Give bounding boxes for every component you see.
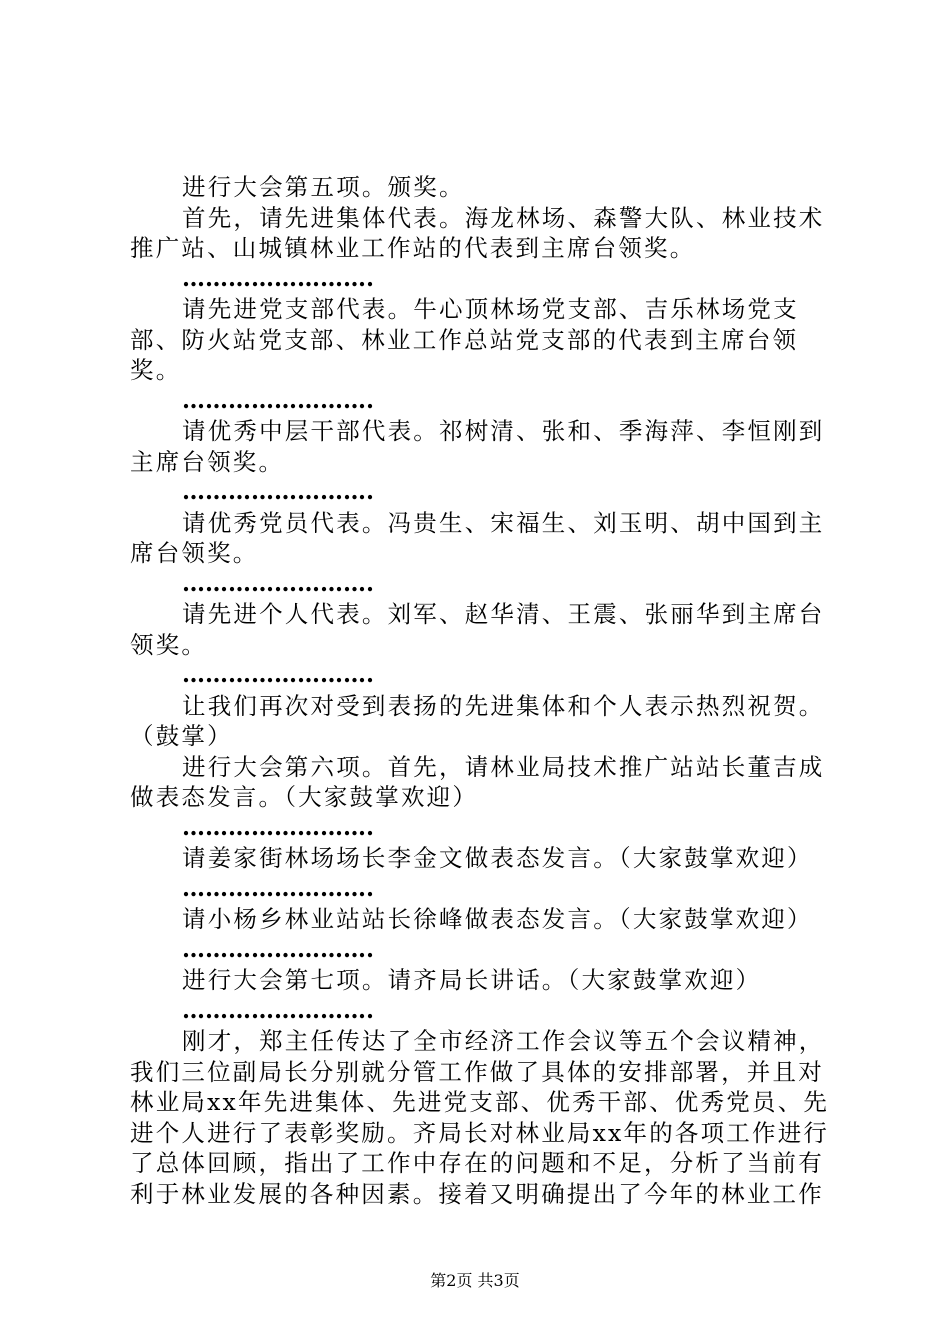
paragraph: 请先进个人代表。刘军、赵华清、王震、张丽华到主席台领奖。: [130, 600, 825, 659]
ellipsis-line: …………………….: [182, 569, 375, 597]
ellipsis-line: …………………….: [182, 874, 375, 902]
paragraph: 首先，请先进集体代表。海龙林场、森警大队、林业技术推广站、山城镇林业工作站的代表到主席台领奖。: [130, 203, 825, 262]
paragraph: 让我们再次对受到表扬的先进集体和个人表示热烈祝贺。（鼓掌）: [130, 691, 825, 750]
paragraph: 请优秀中层干部代表。祁树清、张和、季海萍、李恒刚到主席台领奖。: [130, 417, 825, 476]
paragraph: 进行大会第六项。首先，请林业局技术推广站站长董吉成做表态发言。（大家鼓掌欢迎）: [130, 752, 825, 811]
paragraph: 请优秀党员代表。冯贵生、宋福生、刘玉明、胡中国到主席台领奖。: [130, 508, 825, 567]
ellipsis-line: …………………….: [182, 813, 375, 841]
page-footer: 第2页 共3页: [430, 1271, 520, 1290]
paragraph: 进行大会第五项。颁奖。: [182, 173, 465, 201]
document-body: [130, 172, 830, 1209]
ellipsis-line: …………………….: [182, 996, 375, 1024]
ellipsis-line: …………………….: [182, 661, 375, 688]
ellipsis-line: …………………….: [182, 935, 375, 963]
paragraph: 进行大会第七项。请齐局长讲话。（大家鼓掌欢迎）: [182, 966, 762, 994]
paragraph: 刚才，郑主任传达了全市经济工作会议等五个会议精神，我们三位副局长分别就分管工作做了具体的安排部署，并且对林业局xx年先进集体、先进党支部、优秀干部、优秀党员、先进个人进行了表彰奖励。齐局长对林业局xx年的各项工作进行了总体回顾，指出了工作中存在的问题和不足，分析了当前有利于林业发展的各种因素。接着又明确提出了今年的林业工作: [130, 1027, 830, 1208]
paragraph: 请小杨乡林业站站长徐峰做表态发言。（大家鼓掌欢迎）: [182, 905, 813, 933]
paragraph: 请先进党支部代表。牛心顶林场党支部、吉乐林场党支部、防火站党支部、林业工作总站党支部的代表到主席台领奖。: [130, 295, 799, 384]
ellipsis-line: …………………….: [182, 478, 375, 505]
ellipsis-line: …………………….: [182, 386, 375, 414]
paragraph: 请姜家街林场场长李金文做表态发言。（大家鼓掌欢迎）: [182, 844, 813, 872]
ellipsis-line: …………………….: [182, 264, 375, 292]
